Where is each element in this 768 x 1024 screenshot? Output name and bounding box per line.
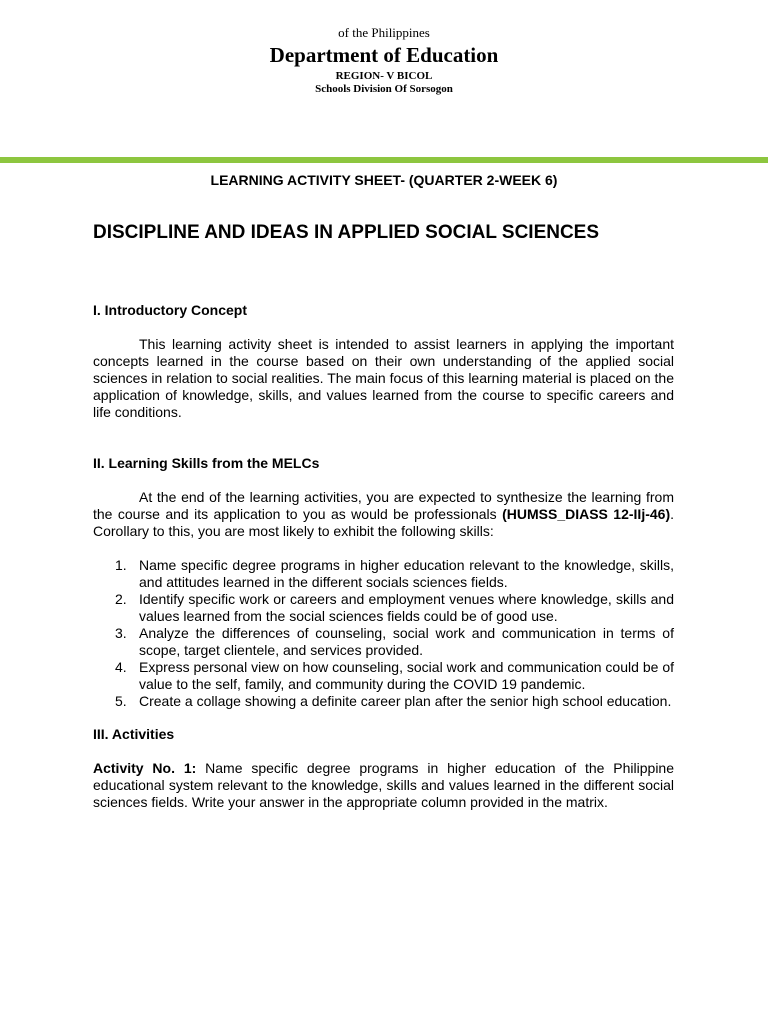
- skills-list: [93, 557, 674, 710]
- list-item-number: 3.: [115, 625, 127, 641]
- section-heading-activities: III. Activities: [93, 726, 175, 742]
- activity-paragraph: [93, 760, 674, 811]
- list-item-number: 2.: [115, 591, 127, 607]
- list-item-text: Create a collage showing a definite career plan after the senior high school education.: [139, 693, 672, 709]
- list-item-number: 1.: [115, 557, 127, 573]
- learning-skills-paragraph: [93, 489, 674, 540]
- main-title: DISCIPLINE AND IDEAS IN APPLIED SOCIAL SCIENCES: [93, 222, 600, 243]
- list-item: [93, 693, 674, 710]
- letterhead-department: Department of Education: [269, 43, 499, 67]
- list-item-text: Identify specific work or careers and employment venues where knowledge, skills and values learned from the social sciences fields could be of good use.: [139, 591, 674, 624]
- list-item: [93, 557, 674, 591]
- list-item-number: 4.: [115, 659, 127, 675]
- activity-text: Name specific degree programs in higher education of the Philippine educational system relevant to the knowledge, skills and values learned in the different social sciences fields. Write your answer in the appropriate column provided in the matrix.: [93, 760, 674, 810]
- letterhead: [0, 24, 768, 96]
- document-body: [93, 221, 674, 811]
- header-divider: [0, 157, 768, 163]
- activity-label: Activity No. 1:: [93, 760, 197, 776]
- learning-skills-text-after: . Corollary to this, you are most likely to exhibit the following skills:: [93, 506, 674, 539]
- list-item-text: Express personal view on how counseling, social work and communication could be of value to the self, family, and community during the COVID 19 pandemic.: [139, 659, 674, 692]
- letterhead-division: Schools Division Of Sorsogon: [315, 83, 453, 95]
- section-heading-learning-skills: II. Learning Skills from the MELCs: [93, 455, 320, 471]
- introductory-paragraph: This learning activity sheet is intended to assist learners in applying the important concepts learned in the course based on their own understanding of the applied social sciences in relation to social realities. The main focus of this learning material is placed on the application of knowledge, skills, and values learned from the course to specific careers and life conditions.: [93, 336, 674, 420]
- section-heading-introductory-concept: I. Introductory Concept: [93, 302, 247, 318]
- list-item: [93, 659, 674, 693]
- learning-skills-text-before: At the end of the learning activities, you are expected to synthesize the learning from the course and its application to you as would be professionals: [93, 489, 674, 522]
- letterhead-region: REGION- V BICOL: [335, 70, 433, 82]
- sheet-title: LEARNING ACTIVITY SHEET- (QUARTER 2-WEEK 6): [210, 172, 558, 188]
- list-item-text: Analyze the differences of counseling, social work and communication in terms of scope, target clientele, and services provided.: [139, 625, 674, 658]
- melc-code: (HUMSS_DIASS 12-IIj-46): [502, 506, 671, 522]
- list-item-number: 5.: [115, 693, 127, 709]
- letterhead-subtitle: of the Philippines: [338, 25, 430, 40]
- list-item: [93, 591, 674, 625]
- list-item-text: Name specific degree programs in higher education relevant to the knowledge, skills, and attitudes learned in the different socials sciences fields.: [139, 557, 674, 590]
- list-item: [93, 625, 674, 659]
